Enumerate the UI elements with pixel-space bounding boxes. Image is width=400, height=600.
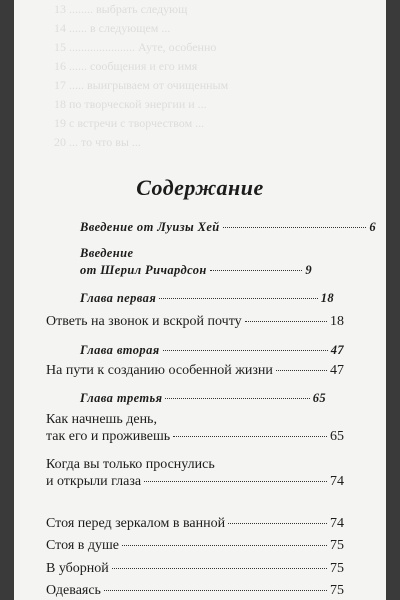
toc-entry-page: 18: [320, 291, 334, 305]
bleed-line: 15 ...................... Ауте, особенно: [54, 40, 217, 54]
dot-leader: [210, 270, 303, 271]
toc-entry-wake-up: [46, 456, 344, 490]
toc-entry-answer-call: [46, 313, 344, 330]
toc-entry-intro-hay: [80, 219, 376, 236]
toc-entry-page: 75: [330, 538, 344, 553]
toc-entry-label: от Шерил Ричардсон: [80, 263, 207, 277]
bleed-line: 18 по творческой энергии и ...: [54, 97, 207, 111]
toc-entry-page: 9: [305, 263, 312, 277]
toc-entry-shower: [46, 537, 344, 554]
dot-leader: [228, 523, 327, 524]
dot-leader: [144, 481, 327, 482]
dot-leader: [163, 350, 328, 351]
toc-entry-page: 47: [330, 343, 344, 357]
toc-entry-label: Глава первая: [80, 291, 157, 305]
toc-entry-page: 6: [369, 220, 376, 234]
toc-entry-page: 18: [330, 314, 344, 329]
toc-entry-restroom: [46, 560, 344, 577]
toc-entry-label: Стоя перед зеркалом в ванной: [46, 516, 226, 531]
bleed-line: 17 ..... выигрываем от очищенным: [54, 78, 229, 92]
toc-entry-special-life: [46, 362, 344, 379]
toc-entry-label: Стоя в душе: [46, 538, 119, 553]
toc-entry-label: В уборной: [46, 561, 109, 576]
bleed-line: 13 ........ выбрать следующ: [54, 2, 188, 16]
bleed-line: 20 ... то что вы ...: [54, 135, 141, 149]
toc-entry-label: так его и проживешь: [46, 429, 171, 444]
dot-leader: [112, 568, 327, 569]
toc-entry-mirror: [46, 515, 344, 532]
toc-entry-label: Глава третья: [80, 391, 163, 405]
bleed-line: 14 ...... в следующем ...: [54, 21, 171, 35]
toc-entry-chapter-3: [80, 390, 326, 407]
page-title: Содержание: [136, 175, 264, 200]
dot-leader: [245, 321, 327, 322]
toc-entry-label: Введение от Луизы Хей: [80, 220, 220, 234]
toc-entry-start-day: [46, 411, 344, 445]
dot-leader: [159, 298, 318, 299]
toc-entry-intro-richardson: [80, 245, 312, 279]
table-of-contents: [14, 0, 386, 600]
toc-entry-page: 74: [330, 516, 344, 531]
dot-leader: [104, 590, 327, 591]
toc-entry-page: 65: [330, 429, 344, 444]
toc-entry-page: 75: [330, 583, 344, 598]
toc-entry-label: Когда вы только проснулись: [46, 457, 215, 472]
book-page: [14, 0, 386, 600]
dot-leader: [165, 398, 309, 399]
toc-entry-label: Как начнешь день,: [46, 412, 157, 427]
toc-entry-chapter-1: [80, 290, 334, 307]
toc-entry-page: 74: [330, 474, 344, 489]
dot-leader: [276, 370, 327, 371]
toc-entry-chapter-2: [80, 342, 344, 359]
toc-entry-page: 65: [312, 391, 326, 405]
toc-entry-label: Введение: [80, 246, 134, 260]
toc-entry-page: 75: [330, 561, 344, 576]
toc-entry-label: На пути к созданию особенной жизни: [46, 363, 273, 378]
toc-entry-label: Одеваясь: [46, 583, 101, 598]
toc-entry-page: 47: [330, 363, 344, 378]
toc-entry-label: Глава вторая: [80, 343, 160, 357]
bleed-line: 16 ...... сообщения и его имя: [54, 59, 198, 73]
toc-entry-label: и открыли глаза: [46, 474, 142, 489]
toc-entry-dressing: [46, 582, 344, 599]
dot-leader: [122, 545, 327, 546]
dot-leader: [223, 227, 367, 228]
dot-leader: [173, 436, 327, 437]
bleed-line: 19 с встречи с творчеством ...: [54, 116, 205, 130]
toc-entry-label: Ответь на звонок и вскрой почту: [46, 314, 242, 329]
